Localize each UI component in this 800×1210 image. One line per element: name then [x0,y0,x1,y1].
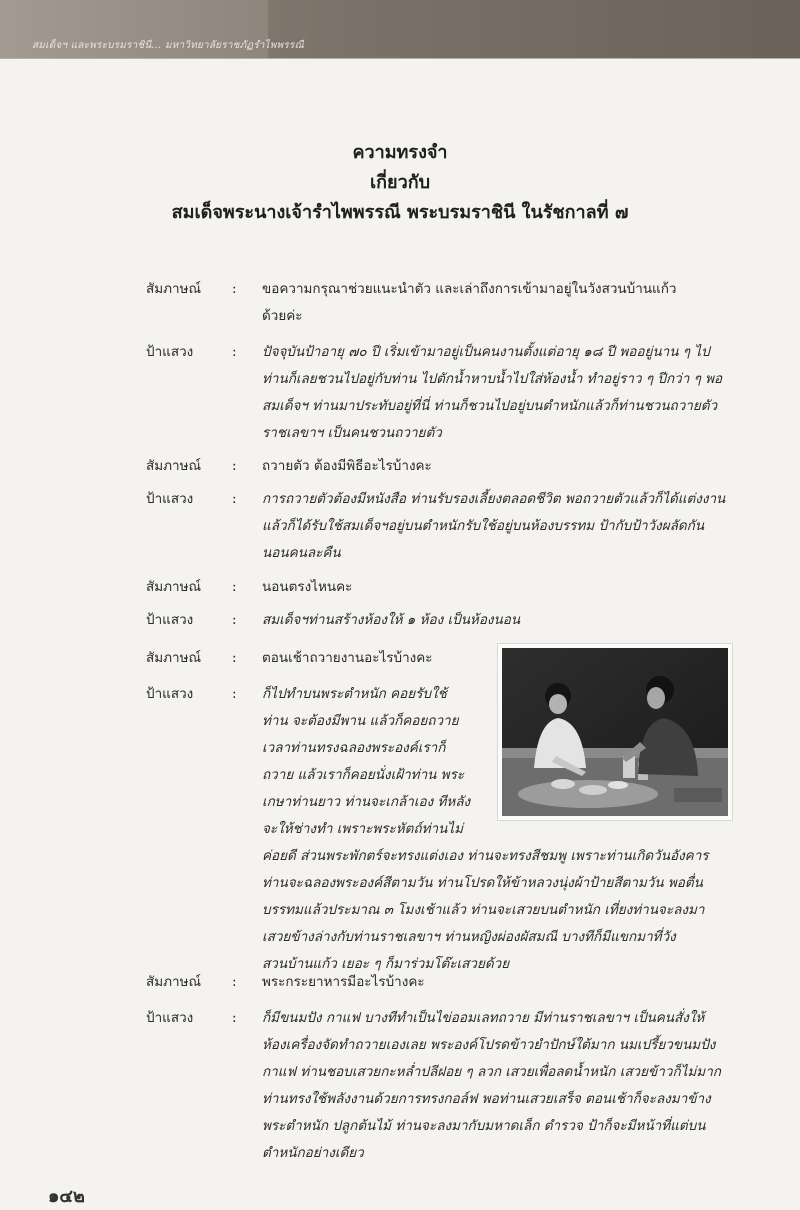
text-line: สวนบ้านแก้ว เยอะ ๆ ก็มาร่วมโต๊ะเสวยด้วย [262,956,510,972]
text-line: นอนตรงไหนคะ [262,579,353,595]
speaker-colon: : [232,1010,237,1026]
text-line: บรรทมแล้วประมาณ ๓ โมงเช้าแล้ว ท่านจะเสวยบนตำหนัก เที่ยงท่านจะลงมา [262,902,705,918]
text-line: จะให้ช่างทำ เพราะพระหัตถ์ท่านไม่ [262,821,463,837]
text-line: ปัจจุบันป้าอายุ ๗๐ ปี เริ่มเข้ามาอยู่เป็นคนงานตั้งแต่อายุ ๑๘ ปี พออยู่นาน ๆ ไป [262,344,710,360]
answer-text [262,486,754,567]
text-line: ท่านทรงใช้พลังงานด้วยการทรงกอล์ฟ พอท่านเสวยเสร็จ ตอนเช้าก็จะลงมาข้าง [262,1091,711,1107]
title-line-2: เกี่ยวกับ [369,172,431,193]
text-line: นอนคนละคืน [262,545,341,561]
answer-text [262,681,754,978]
text-line: แล้วก็ได้รับใช้สมเด็จฯอยู่บนตำหนักรับใช้อยู่บนห้องบรรทม ป้ากับป้าวังผลัดกัน [262,518,705,534]
question-text [262,453,754,480]
text-line: ท่าน จะต้องมีพาน แล้วก็คอยถวาย [262,713,459,729]
answer-text [262,1005,754,1167]
question-text [262,276,754,330]
text-line: ท่านจะฉลองพระองค์สีตามวัน ท่านโปรดให้ข้าหลวงนุ่งผ้าป้ายสีตามวัน พอตื่น [262,875,703,891]
text-line: ค่อยดี ส่วนพระพักตร์จะทรงแต่งเอง ท่านจะทรงสีชมพู เพราะท่านเกิดวันอังคาร [262,848,709,864]
speaker-label: ป้าแสวง [146,1010,194,1026]
article-title [0,138,800,228]
text-line: ด้วยค่ะ [262,308,303,324]
speaker-colon: : [232,974,237,990]
answer-text [262,607,754,634]
speaker-colon: : [232,579,237,595]
question-text [262,574,754,601]
speaker-colon: : [232,458,237,474]
text-line: การถวายตัวต้องมีหนังสือ ท่านรับรองเลี้ยงตลอดชีวิต พอถวายตัวแล้วก็ได้แต่งงาน [262,491,726,507]
speaker-colon: : [232,686,237,702]
text-line: ขอความกรุณาช่วยแนะนำตัว และเล่าถึงการเข้ามาอยู่ในวังสวนบ้านแก้ว [262,281,677,297]
text-line: พระกระยาหารมีอะไรบ้างคะ [262,974,425,990]
text-line: เวลาท่านทรงฉลองพระองค์เราก็ [262,740,446,756]
text-line: ตอนเช้าถวายงานอะไรบ้างคะ [262,650,433,666]
header-band [0,0,800,58]
title-line-1: ความทรงจำ [352,142,448,163]
text-line: ถวายตัว ต้องมีพิธีอะไรบ้างคะ [262,458,432,474]
text-line: เสวยข้างล่างกับท่านราชเลขาฯ ท่านหญิงผ่องผัสมณี บางทีก็มีแขกมาที่วัง [262,929,676,945]
text-line: ถวาย แล้วเราก็คอยนั่งเฝ้าท่าน พระ [262,767,465,783]
speaker-label: สัมภาษณ์ [146,281,202,297]
title-line-3: สมเด็จพระนางเจ้ารำไพพรรณี พระบรมราชินี ในรัชกาลที่ ๗ [171,202,629,223]
speaker-label: ป้าแสวง [146,344,194,360]
running-title: สมเด็จฯ และพระบรมราชินี... มหาวิทยาลัยราชภัฏรำไพพรรณี [32,40,304,51]
speaker-label: สัมภาษณ์ [146,458,202,474]
speaker-label: ป้าแสวง [146,686,194,702]
text-line: สมเด็จฯ ท่านมาประทับอยู่ที่นี่ ท่านก็ชวนไปอยู่บนตำหนักแล้วก็ท่านชวนถวายตัว [262,398,718,414]
text-line: กาแฟ ท่านชอบเสวยกะหล่ำปลีฝอย ๆ ลวก เสวยเพื่อลดน้ำหนัก เสวยข้าวก็ไม่มาก [262,1064,721,1080]
text-line: ห้องเครื่องจัดทำถวายเองเลย พระองค์โปรดข้าวยำปักษ์ใต้มาก นมเปรี้ยวขนมปัง [262,1037,716,1053]
speaker-colon: : [232,281,237,297]
text-line: ตำหนักอย่างเดียว [262,1145,364,1161]
text-line: ก็ไปทำบนพระตำหนัก คอยรับใช้ [262,686,447,702]
speaker-label: สัมภาษณ์ [146,974,202,990]
answer-text [262,339,754,447]
speaker-colon: : [232,491,237,507]
speaker-label: ป้าแสวง [146,491,194,507]
text-line: สมเด็จฯท่านสร้างห้องให้ ๑ ห้อง เป็นห้องนอน [262,612,521,628]
speaker-colon: : [232,344,237,360]
speaker-colon: : [232,650,237,666]
page-number: ๑๔๒ [48,1186,85,1207]
text-line: พระตำหนัก ปลูกต้นไม้ ท่านจะลงมากับมหาดเล็ก ตำรวจ ป้าก็จะมีหน้าที่แต่บน [262,1118,706,1134]
text-line: ก็มีขนมปัง กาแฟ บางทีทำเป็นไข่ออมเลทถวาย มีท่านราชเลขาฯ เป็นคนสั่งให้ [262,1010,705,1026]
text-line: เกษาท่านยาว ท่านจะเกล้าเอง ทีหลัง [262,794,471,810]
text-line: ท่านก็เลยชวนไปอยู่กับท่าน ไปตักน้ำหาบน้ำไปใส่ห้องน้ำ ทำอยู่ราว ๆ ปีกว่า ๆ พอ [262,371,723,387]
speaker-label: สัมภาษณ์ [146,579,202,595]
text-line: ราชเลขาฯ เป็นคนชวนถวายตัว [262,425,442,441]
speaker-label: สัมภาษณ์ [146,650,202,666]
speaker-label: ป้าแสวง [146,612,194,628]
header-divider [0,58,800,59]
speaker-colon: : [232,612,237,628]
question-text [262,969,754,996]
